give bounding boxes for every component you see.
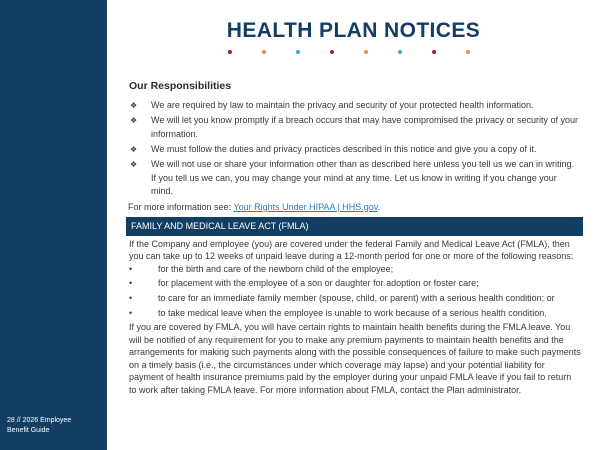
fmla-reason-text: to care for an immediate family member (spouse, child, or parent) with a serious health condition; or [158,292,555,303]
bullet-icon: • [129,292,133,303]
fmla-intro-paragraph: If the Company and employee (you) are covered under the federal Family and Medical Leave Act (FMLA), then you can take up to 12 weeks of unpaid leave during a 12-month period for one or more of the following reasons: [129,238,574,262]
sidebar-panel [0,0,107,450]
page-title: HEALTH PLAN NOTICES [226,19,481,42]
fmla-reason-text: to take medical leave when the employee is unable to work because of a serious health condition. [158,307,547,318]
responsibility-item [129,114,581,141]
decorative-dot-4 [330,50,334,54]
responsibilities-heading: Our Responsibilities [129,80,232,92]
main-content [129,80,581,397]
more-info-suffix: . [377,201,381,212]
diamond-bullet-icon: ❖ [130,101,138,110]
responsibilities-list [129,99,581,199]
fmla-reason-item [129,292,581,305]
decorative-dot-8 [466,50,470,54]
page-footer [7,416,103,436]
fmla-section-heading: FAMILY AND MEDICAL LEAVE ACT (FMLA) [126,217,583,236]
responsibility-item [129,158,581,199]
more-info-prefix: For more information see: [128,201,234,212]
hipaa-rights-link[interactable]: Your Rights Under HIPAA | HHS.gov [233,201,378,212]
decorative-dot-2 [262,50,266,54]
fmla-reason-item [129,263,581,276]
fmla-outro-paragraph: If you are covered by FMLA, you will have certain rights to maintain health benefits during the FMLA leave. You will be notified of any requirement for you to make any premium payments to maintain health benefits and the arrangements for making such payments along with the possible consequences of failure to make such payments on a timely basis (i.e., the circumstances under which coverage may lapse) and your potential liability for payment of health insurance premiums paid by the employer during your unpaid FMLA leave if you fail to return to work after taking FMLA leave. For more information about FMLA, contact the Plan administrator. [129,322,581,396]
bullet-icon: • [129,278,133,289]
responsibility-text: We will let you know promptly if a breach occurs that may have compromised the privacy or security of your information. [151,115,579,139]
decorative-dot-6 [398,50,402,54]
responsibility-text: We will not use or share your information other than as described here unless you tell us we can in writing. If you tell us we can, you may change your mind at any time. Let us know in writing if you change your mind. [151,159,575,197]
decorative-dot-1 [228,50,232,54]
fmla-reason-item [129,277,581,290]
responsibility-text: We are required by law to maintain the privacy and security of your protected health information. [151,100,534,110]
bullet-icon: • [129,263,133,274]
fmla-reason-text: for placement with the employee of a son or daughter for adoption or foster care; [158,278,479,289]
diamond-bullet-icon: ❖ [130,144,138,154]
responsibility-item [129,99,581,113]
more-info-line [128,201,581,214]
footer-page-number: 28 // 2026 Employee [7,417,72,424]
diamond-bullet-icon: ❖ [130,160,138,170]
decorative-dot-3 [296,50,300,54]
footer-guide-name: Benefit Guide [7,427,50,434]
decorative-dot-5 [364,50,368,54]
decorative-dot-7 [432,50,436,54]
fmla-reason-text: for the birth and care of the newborn child of the employee; [158,263,394,274]
responsibility-item [129,143,581,157]
fmla-reasons-list [129,263,581,319]
bullet-icon: • [129,307,133,318]
diamond-bullet-icon: ❖ [130,116,138,126]
responsibility-text: We must follow the duties and privacy practices described in this notice and give you a copy of it. [151,143,537,154]
fmla-reason-item [129,307,581,320]
decorative-dot-row [218,50,478,56]
